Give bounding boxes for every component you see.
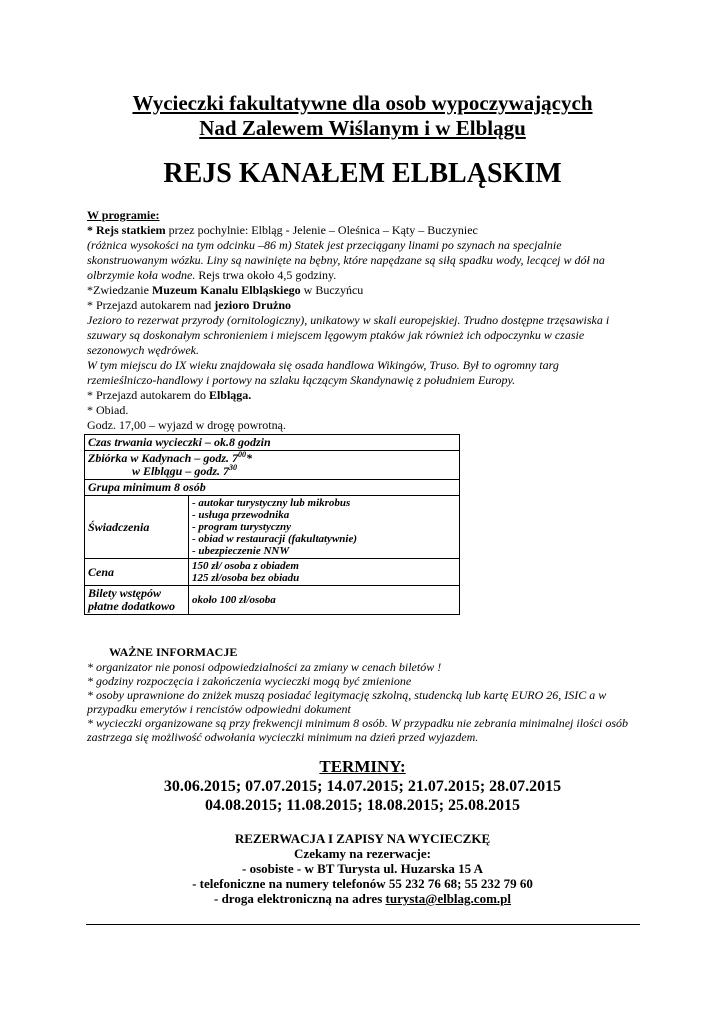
tickets-label: Bilety wstępów płatne dodatkowo	[85, 586, 189, 615]
table-row	[85, 559, 460, 586]
program-line: W tym miejscu do IX wieku znajdowała się osada handlowa Wikingów, Truso. Był to ogromny targ	[87, 358, 559, 372]
program-line: szuwary są doskonałym schronieniem i miejscem lęgowym ptaków jak również ich odpoczynku w czasie	[87, 328, 585, 342]
price-values	[189, 559, 460, 586]
important-line: * godziny rozpoczęcia i zakończenia wycieczki mogą być zmienione	[87, 674, 412, 688]
important-line: * osoby uprawnione do zniżek muszą posiadać legitymację szkolną, studencką lub kartę EURO 26, ISIC a w	[87, 688, 607, 702]
meeting-cell	[85, 451, 460, 480]
table-row	[85, 480, 460, 496]
reservation-line: - osobiste - w BT Turysta ul. Huzarska 15 A	[241, 861, 484, 876]
terms-dates-line-2: 04.08.2015; 11.08.2015; 18.08.2015; 25.08.2015	[204, 797, 521, 814]
important-line: * organizator nie ponosi odpowiedzialności za zmiany w cenach biletów !	[87, 660, 442, 674]
price-label: Cena	[85, 559, 189, 586]
terms-header: TERMINY:	[319, 757, 406, 776]
meeting-line-2: w Elblągu – godz. $7^{30}$	[132, 463, 238, 478]
service-item: - obiad w restauracji (fakultatywnie)	[192, 533, 357, 545]
reservation-line: - droga elektroniczną na adres turysta@elblag.com.pl	[213, 891, 511, 906]
service-item: - usługa przewodnika	[192, 509, 290, 521]
important-header: WAŻNE INFORMACJE	[109, 645, 238, 659]
important-line: zastrzega się możliwość odwołania wycieczki minimum na dzień przed wyjazdem.	[87, 730, 479, 744]
program-line: *Zwiedzanie Muzeum Kanalu Elbląskiego w Buczyńcu	[87, 283, 364, 297]
tickets-value: około 100 zł/osoba	[189, 586, 460, 615]
terms-dates-line-1: 30.06.2015; 07.07.2015; 14.07.2015; 21.07.2015; 28.07.2015	[163, 778, 562, 795]
program-line: * Przejazd autokarem do Elbląga.	[87, 388, 252, 402]
divider-line	[86, 924, 640, 925]
reservation-header: REZERWACJA I ZAPISY NA WYCIECZKĘ	[234, 831, 491, 846]
program-line: olbrzymie koła wodne. Rejs trwa około 4,5 godziny.	[87, 268, 337, 282]
email-link[interactable]: turysta@elblag.com.pl	[385, 891, 511, 906]
program-line: * Przejazd autokarem nad jezioro Drużno	[87, 298, 292, 312]
important-line: * wycieczki organizowane są przy frekwencji minimum 8 osób. W przypadku nie zebrania minimalnej ilości osób	[87, 716, 629, 730]
meeting-line-1: Zbiórka w Kadynach – godz. $7^{00}*$	[88, 450, 253, 465]
info-table	[84, 434, 460, 615]
title-line-1: Wycieczki fakultatywne dla osob wypoczywających	[132, 91, 593, 115]
table-row	[85, 435, 460, 451]
program-line: * Rejs statkiem przez pochylnie: Elbląg - Jelenie – Oleśnica – Kąty – Buczyniec	[87, 223, 478, 237]
program-line: (różnica wysokości na tym odcinku –86 m) Statek jest przeciągany linami po szynach na specjalnie	[87, 238, 562, 252]
service-item: - autokar turystyczny lub mikrobus	[192, 497, 351, 509]
important-line: przypadku emerytów i rencistów odpowiedni dokument	[87, 702, 351, 716]
program-line: Godz. 17,00 – wyjazd w drogę powrotną.	[87, 418, 286, 432]
headline: REJS KANAŁEM ELBLĄSKIM	[163, 158, 562, 189]
program-line: * Obiad.	[87, 403, 129, 417]
reservation-section	[0, 831, 725, 906]
reservation-line: Czekamy na rezerwacje:	[294, 846, 431, 861]
program-line: skonstruowanym wózku. Liny są nawinięte na bębny, które napędzane są siłą spadku wody, lecącej w dół na	[87, 253, 605, 267]
duration-cell: Czas trwania wycieczki – ok.8 godzin	[85, 435, 460, 451]
price-without-dinner: 125 zł/osoba bez obiadu	[192, 572, 300, 584]
price-with-dinner: 150 zł/ osoba z obiadem	[192, 560, 299, 572]
services-list	[189, 496, 460, 559]
program-section	[87, 208, 647, 433]
service-item: - program turystyczny	[192, 521, 291, 533]
important-info	[87, 645, 647, 744]
reservation-line: - telefoniczne na numery telefonów 55 232 76 68; 55 232 79 60	[192, 876, 533, 891]
program-line: rzemieślniczo-handlowy i portowy na szlaku łączącym Skandynawię z południem Europy.	[87, 373, 516, 387]
table-row	[85, 451, 460, 480]
service-item: - ubezpieczenie NNW	[192, 545, 290, 557]
group-cell: Grupa minimum 8 osób	[85, 480, 460, 496]
services-label: Świadczenia	[85, 496, 189, 559]
program-line: Jezioro to rezerwat przyrody (ornitologiczny), unikatowy w skali europejskiej. Trudno dostępne trzęsawiska i	[87, 313, 610, 327]
program-header: W programie:	[87, 208, 160, 222]
table-row	[85, 586, 460, 615]
program-line: sezonowych wędrówek.	[87, 343, 199, 357]
table-row	[85, 496, 460, 559]
title-line-2: Nad Zalewem Wiślanym i w Elblągu	[199, 116, 526, 140]
